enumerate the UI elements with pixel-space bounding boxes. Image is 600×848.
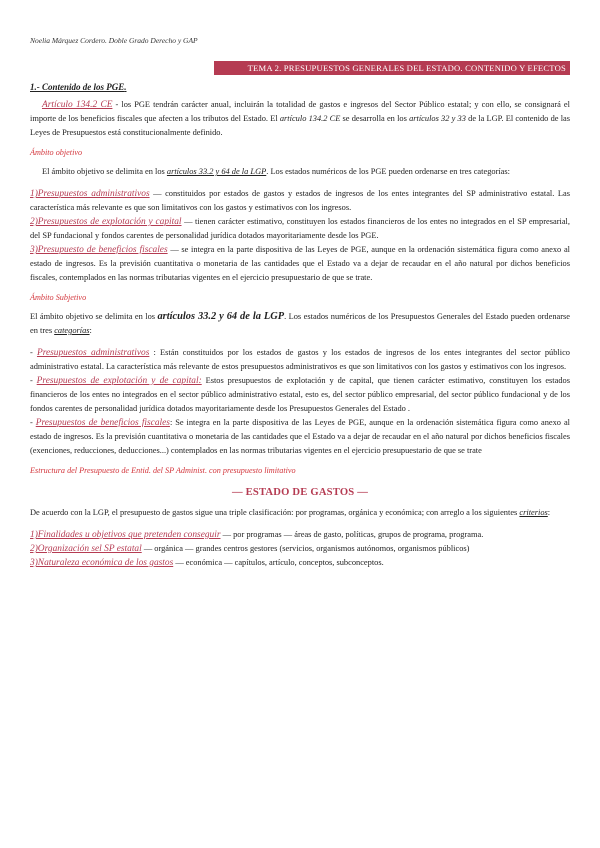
list-item <box>30 556 570 570</box>
criterion-text: — económica — capítulos, artículo, conceptos, subconceptos. <box>173 558 384 567</box>
list-item <box>30 187 570 215</box>
criterion-link[interactable]: 3)Naturaleza económica de los gastos <box>30 558 174 568</box>
intro-paragraph <box>30 98 570 140</box>
list-item <box>30 528 570 542</box>
ambito-subjetivo-paragraph <box>30 310 570 338</box>
estado-gastos-heading: — ESTADO DE GASTOS — <box>231 487 369 498</box>
list-item <box>30 416 570 458</box>
gastos-text-end: : <box>547 508 551 517</box>
category-text: — tienen carácter estimativo, constituyen los estados financieros de los entes no integrados en el SP empresarial, del SP fundacional y fondos carentes de personalidad jurídica dotados mayoritariamente desde los PGE. <box>30 217 570 240</box>
criterion-link[interactable]: 1)Finalidades u objetivos que pretenden conseguir <box>30 530 221 540</box>
document-body <box>30 82 570 570</box>
list-item <box>30 243 570 285</box>
list-item <box>30 215 570 243</box>
category-link[interactable]: 1)Presupuestos administrativos <box>30 189 150 199</box>
subjetivo-categorias-word: categorías <box>54 326 90 335</box>
category-link[interactable]: 3)Presupuesto de beneficios fiscales <box>30 245 168 255</box>
subjetivo-text-end: : <box>89 326 92 335</box>
bullet-prefix: - <box>30 418 36 427</box>
subjetivo-text-mid: . Los estados numéricos de los Presupuestos Generales del Estado pueden ordenarse en tres <box>30 312 571 335</box>
estructura-line: Estructura del Presupuesto de Entid. del SP Administ. con presupuesto limitativo <box>30 466 296 475</box>
article-link[interactable]: Artículo 134.2 CE <box>42 100 113 110</box>
intro-article-ref: artículo 134.2 CE <box>279 114 341 123</box>
subjetivo-text-pre: El ámbito objetivo se delimita en los <box>30 312 158 321</box>
category-text: — se integra en la parte dispositiva de las Leyes de PGE, aunque en la ordenación sistemática figura como anexo al estado de ingresos. Es la previsión cuantitativa o monetaria de las cantidades que el Estado va a dejar de recaudar en el año natural por dichos beneficios fiscales, contemplados en las normas tributarias vigentes en el ejercicio presupuestario de que se trate. <box>30 245 570 282</box>
objetivo-article-ref: artículos 33.2 y 64 de la LGP <box>166 167 267 176</box>
criterion-text: — por programas — áreas de gasto, políticas, grupos de programa, programa. <box>220 530 484 539</box>
bullet-prefix: - <box>30 376 37 385</box>
section-heading <box>30 82 570 92</box>
category-text: — constituidos por estados de gastos y estados de ingresos de los entes integrantes del SP administrativo estatal. Las característica más relevante es que son limitativos con los gastos y estimativos con los ingresos. <box>30 189 570 212</box>
ambito-subjetivo-heading: Ámbito Subjetivo <box>30 293 87 302</box>
subjetivo-article-ref: artículos 33.2 y 64 de la LGP <box>157 311 285 322</box>
category-text: Estos presupuestos de explotación y de capital, que tienen carácter estimativo, constituyen los estados financieros de los entes no integrados en el sector público administrativo estatal, esto es, del sector público empresarial, del sector público fundacional y de los fondos carentes de personalidad jurídica dotados mayoritariamente desde los Presupuestos Generales del Estado . <box>30 376 570 413</box>
intro-text-3: de la LGP. El contenido de las Leyes de Presupuestos está constitucionalmente definido. <box>30 114 570 137</box>
list-item <box>30 542 570 556</box>
ambito-objetivo-heading: Ámbito objetivo <box>30 148 83 157</box>
section-heading-dot: . <box>124 82 127 92</box>
objetivo-text-pre: El ámbito objetivo se delimita en los <box>42 167 167 176</box>
objetivo-text-post: . Los estados numéricos de los PGE pueden ordenarse en tres categorías: <box>266 167 510 176</box>
intro-articles-ref: artículos 32 y 33 <box>409 114 466 123</box>
criterion-link[interactable]: 2)Organización sel SP estatal <box>30 544 142 554</box>
category-link[interactable]: Presupuestos de beneficios fiscales <box>35 418 170 428</box>
category-link[interactable]: 2)Presupuestos de explotación y capital <box>30 217 182 227</box>
gastos-text-pre: De acuerdo con la LGP, el presupuesto de gastos sigue una triple clasificación: por programas, orgánica y económica; con arreglo a los siguientes <box>30 508 520 517</box>
category-link[interactable]: Presupuestos administrativos <box>36 348 150 358</box>
gastos-criterios-word: criterios <box>519 508 548 517</box>
chapter-title-bar: TEMA 2. PRESUPUESTOS GENERALES DEL ESTADO. CONTENIDO Y EFECTOS <box>214 61 570 75</box>
category-text: : Están constituidos por los estados de gastos y los estados de ingresos de los entes integrantes del sector público administrativo estatal. La característica más relevante de estos presupuestos administrativos es que son limitativos con los gastos y estimativos con los ingresos. <box>30 348 570 371</box>
intro-text-1: - los PGE tendrán carácter anual, incluirán la totalidad de gastos e ingresos del Sector Público estatal; y con ello, se consignará el importe de los beneficios fiscales que afecten a los tributos del Estado. El <box>30 100 570 123</box>
list-item <box>30 374 570 416</box>
category-link[interactable]: Presupuestos de explotación y de capital: <box>36 376 202 386</box>
bullet-prefix: - <box>30 348 37 357</box>
header-note: Noelia Márquez Cordero. Doble Grado Derecho y GAP <box>30 36 198 45</box>
category-text: : Se integra en la parte dispositiva de las Leyes de PGE, aunque en la ordenación sistemática figura como anexo al estado de ingresos. Es la previsión cuantitativa o monetaria de las cantidades que el Estado va a dejar de recaudar en el año natural por dichos beneficios fiscales (exenciones, reducciones, deducciones...) contemplados en las normas tributarias vigentes en el ejercicio presupuestario de que se trate <box>30 418 570 455</box>
intro-text-2: se desarrolla en los <box>340 114 410 123</box>
section-heading-text: 1.- Contenido de los PGE <box>30 82 125 92</box>
estado-gastos-paragraph <box>30 506 570 520</box>
criterion-text: — orgánica — grandes centros gestores (servicios, organismos autónomos, organismos públicos) <box>141 544 470 553</box>
ambito-objetivo-paragraph <box>30 165 570 179</box>
list-item <box>30 346 570 374</box>
